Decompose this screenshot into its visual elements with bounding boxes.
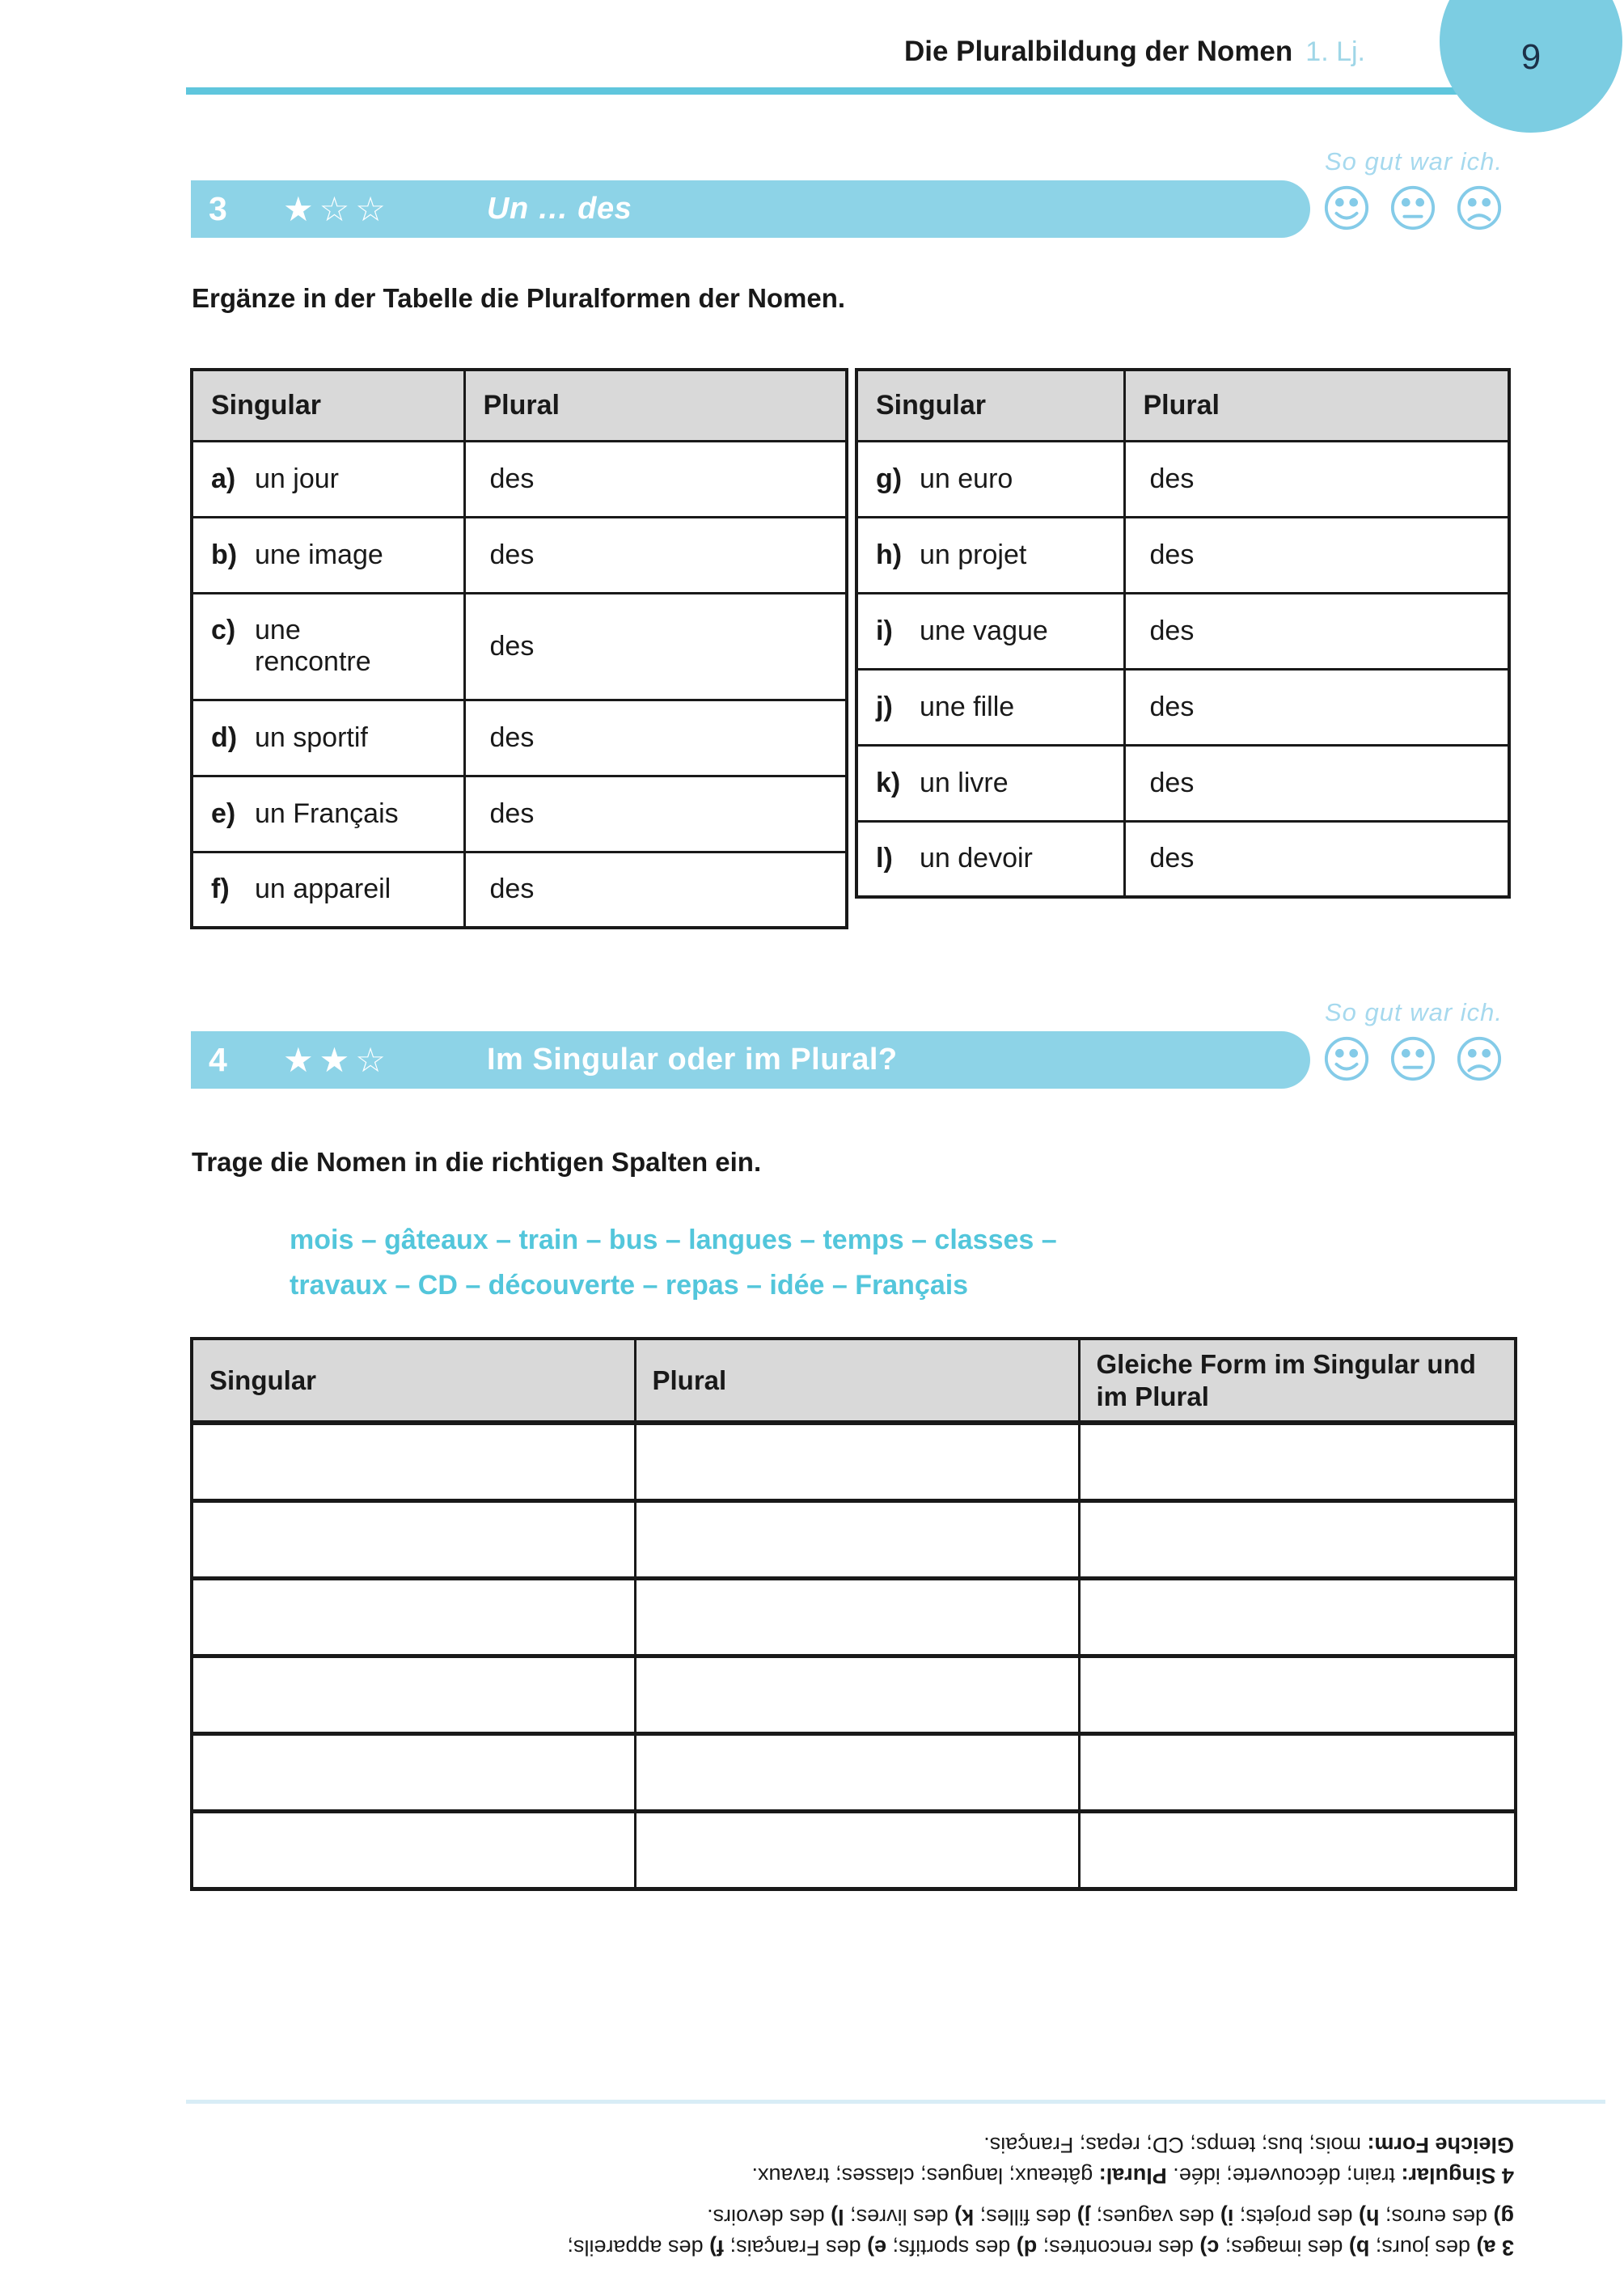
singular-cell — [856, 517, 1124, 593]
sad-face-icon — [1456, 184, 1503, 231]
empty-fill-cell — [1079, 1656, 1516, 1733]
plural-article: des — [489, 797, 535, 829]
plural-answer-cell — [464, 852, 847, 928]
singular-word: un euro — [920, 463, 1013, 494]
empty-fill-cell — [1079, 1500, 1516, 1578]
exercise4-number: 4 — [209, 1041, 227, 1078]
table-header-row — [192, 1339, 1516, 1423]
rating-smileys — [1323, 1035, 1503, 1082]
singular-cell — [856, 669, 1124, 745]
empty-fill-row — [192, 1578, 1516, 1656]
plural-answer-cell — [464, 776, 847, 852]
plural-article: des — [489, 539, 535, 570]
plural-article: des — [1149, 463, 1195, 494]
empty-fill-row — [192, 1733, 1516, 1811]
table-row — [856, 441, 1509, 517]
plural-answer-cell — [1124, 593, 1509, 669]
table-row — [856, 669, 1509, 745]
empty-fill-cell — [635, 1500, 1079, 1578]
table-row — [192, 593, 847, 700]
page-header — [904, 36, 1365, 68]
solutions-line: 4 Singular: train; découverte; idée. Plural: gâteaux; langues; classes; travaux. — [751, 2164, 1514, 2188]
singular-word: un livre — [920, 767, 1009, 798]
singular-word: une image — [255, 539, 383, 570]
singular-word: un Français — [255, 797, 399, 829]
plural-article: des — [489, 463, 535, 494]
row-label: c) — [211, 615, 236, 645]
plural-article: des — [1149, 615, 1195, 646]
empty-fill-row — [192, 1656, 1516, 1733]
rating-label: So gut war ich. — [1324, 998, 1503, 1026]
singular-cell — [192, 517, 464, 593]
exercise4-table — [190, 1337, 1517, 1891]
table-header-row — [856, 370, 1509, 441]
row-label: k) — [876, 767, 901, 798]
exercise3-table-left — [190, 368, 848, 929]
plural-header: Plural — [635, 1339, 1079, 1423]
empty-fill-cell — [635, 1423, 1079, 1500]
same-form-header: Gleiche Form im Singular und im Plural — [1079, 1339, 1516, 1423]
singular-cell — [192, 776, 464, 852]
plural-article: des — [1149, 691, 1195, 722]
plural-answer-cell — [1124, 745, 1509, 821]
exercise3-title: Un … des — [487, 192, 632, 226]
table-row — [192, 441, 847, 517]
rating-smileys — [1323, 184, 1503, 231]
empty-fill-row — [192, 1500, 1516, 1578]
neutral-face-icon — [1389, 1035, 1436, 1082]
plural-article: des — [489, 630, 535, 662]
empty-fill-cell — [192, 1423, 635, 1500]
page-number-bubble — [1440, 0, 1622, 133]
exercise4-instruction: Trage die Nomen in die richtigen Spalten ein. — [192, 1147, 762, 1177]
exercise4-word-list — [290, 1217, 1057, 1308]
singular-word-cont: rencontre — [255, 646, 371, 677]
row-label: d) — [211, 721, 238, 753]
singular-cell — [192, 441, 464, 517]
solutions-line: 3 a) des jours; b) des images; c) des rencontres; d) des sportifs; e) des Français; f) des appareils; — [567, 2236, 1514, 2260]
solutions-line: Gleiche Form: mois; bus; temps; CD; repas; Français. — [983, 2133, 1514, 2157]
plural-article: des — [489, 874, 535, 905]
header-divider — [186, 87, 1457, 95]
word-list-line: mois – gâteaux – train – bus – langues – temps – classes – — [290, 1225, 1057, 1255]
row-label: g) — [876, 463, 903, 494]
row-label: l) — [876, 843, 893, 874]
singular-word: un jour — [255, 463, 339, 494]
empty-fill-row — [192, 1423, 1516, 1500]
empty-fill-cell — [192, 1733, 635, 1811]
empty-fill-cell — [1079, 1423, 1516, 1500]
table-row — [192, 700, 847, 776]
empty-fill-cell — [192, 1656, 635, 1733]
exercise4-difficulty-stars: ★★☆ — [283, 1041, 391, 1079]
solutions-divider — [186, 2100, 1605, 2104]
plural-article: des — [1149, 843, 1195, 874]
page-number: 9 — [1520, 37, 1542, 77]
singular-word: une vague — [920, 615, 1048, 646]
sad-face-icon — [1456, 1035, 1503, 1082]
solutions-block — [186, 2130, 1514, 2191]
empty-fill-cell — [635, 1811, 1079, 1889]
row-label: j) — [876, 691, 893, 722]
singular-word: une fille — [920, 691, 1015, 722]
row-label: i) — [876, 615, 893, 646]
singular-cell — [856, 745, 1124, 821]
singular-cell — [192, 593, 464, 700]
exercise3-number: 3 — [209, 190, 227, 227]
row-label: a) — [211, 463, 236, 494]
empty-fill-cell — [635, 1578, 1079, 1656]
empty-fill-cell — [635, 1656, 1079, 1733]
solutions-line: g) des euros; h) des projets; i) des vagues; j) des filles; k) des livres; l) des devoirs. — [707, 2205, 1514, 2229]
singular-word: une — [255, 615, 301, 645]
level-badge: 1. Lj. — [1305, 36, 1365, 67]
rating-label: So gut war ich. — [1324, 147, 1503, 176]
empty-fill-cell — [1079, 1811, 1516, 1889]
solutions-upside-down — [186, 2119, 1514, 2263]
empty-fill-cell — [192, 1578, 635, 1656]
plural-answer-cell — [1124, 517, 1509, 593]
exercise4-table-body — [192, 1423, 1516, 1889]
plural-answer-cell — [1124, 669, 1509, 745]
solutions-block — [186, 2202, 1514, 2263]
row-label: b) — [211, 539, 238, 570]
plural-answer-cell — [1124, 821, 1509, 897]
table-row — [192, 517, 847, 593]
plural-answer-cell — [464, 517, 847, 593]
happy-face-icon — [1323, 1035, 1370, 1082]
plural-header: Plural — [1124, 370, 1509, 441]
singular-word: un sportif — [255, 721, 368, 753]
row-label: f) — [211, 874, 230, 905]
singular-cell — [856, 821, 1124, 897]
exercise3-instruction: Ergänze in der Tabelle die Pluralformen der Nomen. — [192, 283, 846, 313]
table-row — [856, 821, 1509, 897]
singular-word: un appareil — [255, 874, 391, 905]
singular-header: Singular — [192, 370, 464, 441]
singular-cell — [856, 441, 1124, 517]
empty-fill-cell — [192, 1500, 635, 1578]
singular-word: un devoir — [920, 843, 1033, 874]
empty-fill-row — [192, 1811, 1516, 1889]
singular-cell — [192, 700, 464, 776]
table-row — [856, 593, 1509, 669]
exercise3-table-right — [855, 368, 1511, 899]
plural-answer-cell — [464, 593, 847, 700]
word-list-line: travaux – CD – découverte – repas – idée – Français — [290, 1270, 969, 1301]
singular-header: Singular — [192, 1339, 635, 1423]
happy-face-icon — [1323, 184, 1370, 231]
neutral-face-icon — [1389, 184, 1436, 231]
exercise4-banner — [191, 1031, 1310, 1089]
table-row — [856, 745, 1509, 821]
plural-article: des — [489, 721, 535, 753]
table-row — [192, 852, 847, 928]
plural-answer-cell — [464, 700, 847, 776]
exercise3-difficulty-stars: ★☆☆ — [283, 190, 391, 228]
row-label: h) — [876, 539, 903, 570]
empty-fill-cell — [1079, 1578, 1516, 1656]
exercise3-banner — [191, 180, 1310, 238]
singular-cell — [856, 593, 1124, 669]
empty-fill-cell — [635, 1733, 1079, 1811]
empty-fill-cell — [192, 1811, 635, 1889]
plural-header: Plural — [464, 370, 847, 441]
row-label: e) — [211, 797, 236, 829]
plural-article: des — [1149, 539, 1195, 570]
empty-fill-cell — [1079, 1733, 1516, 1811]
plural-answer-cell — [1124, 441, 1509, 517]
plural-article: des — [1149, 767, 1195, 798]
table-row — [856, 517, 1509, 593]
table-row — [192, 776, 847, 852]
singular-cell — [192, 852, 464, 928]
table-header-row — [192, 370, 847, 441]
exercise4-title: Im Singular oder im Plural? — [487, 1043, 898, 1077]
plural-answer-cell — [464, 441, 847, 517]
singular-word: un projet — [920, 539, 1027, 570]
singular-header: Singular — [856, 370, 1124, 441]
page-title: Die Pluralbildung der Nomen — [903, 36, 1293, 67]
